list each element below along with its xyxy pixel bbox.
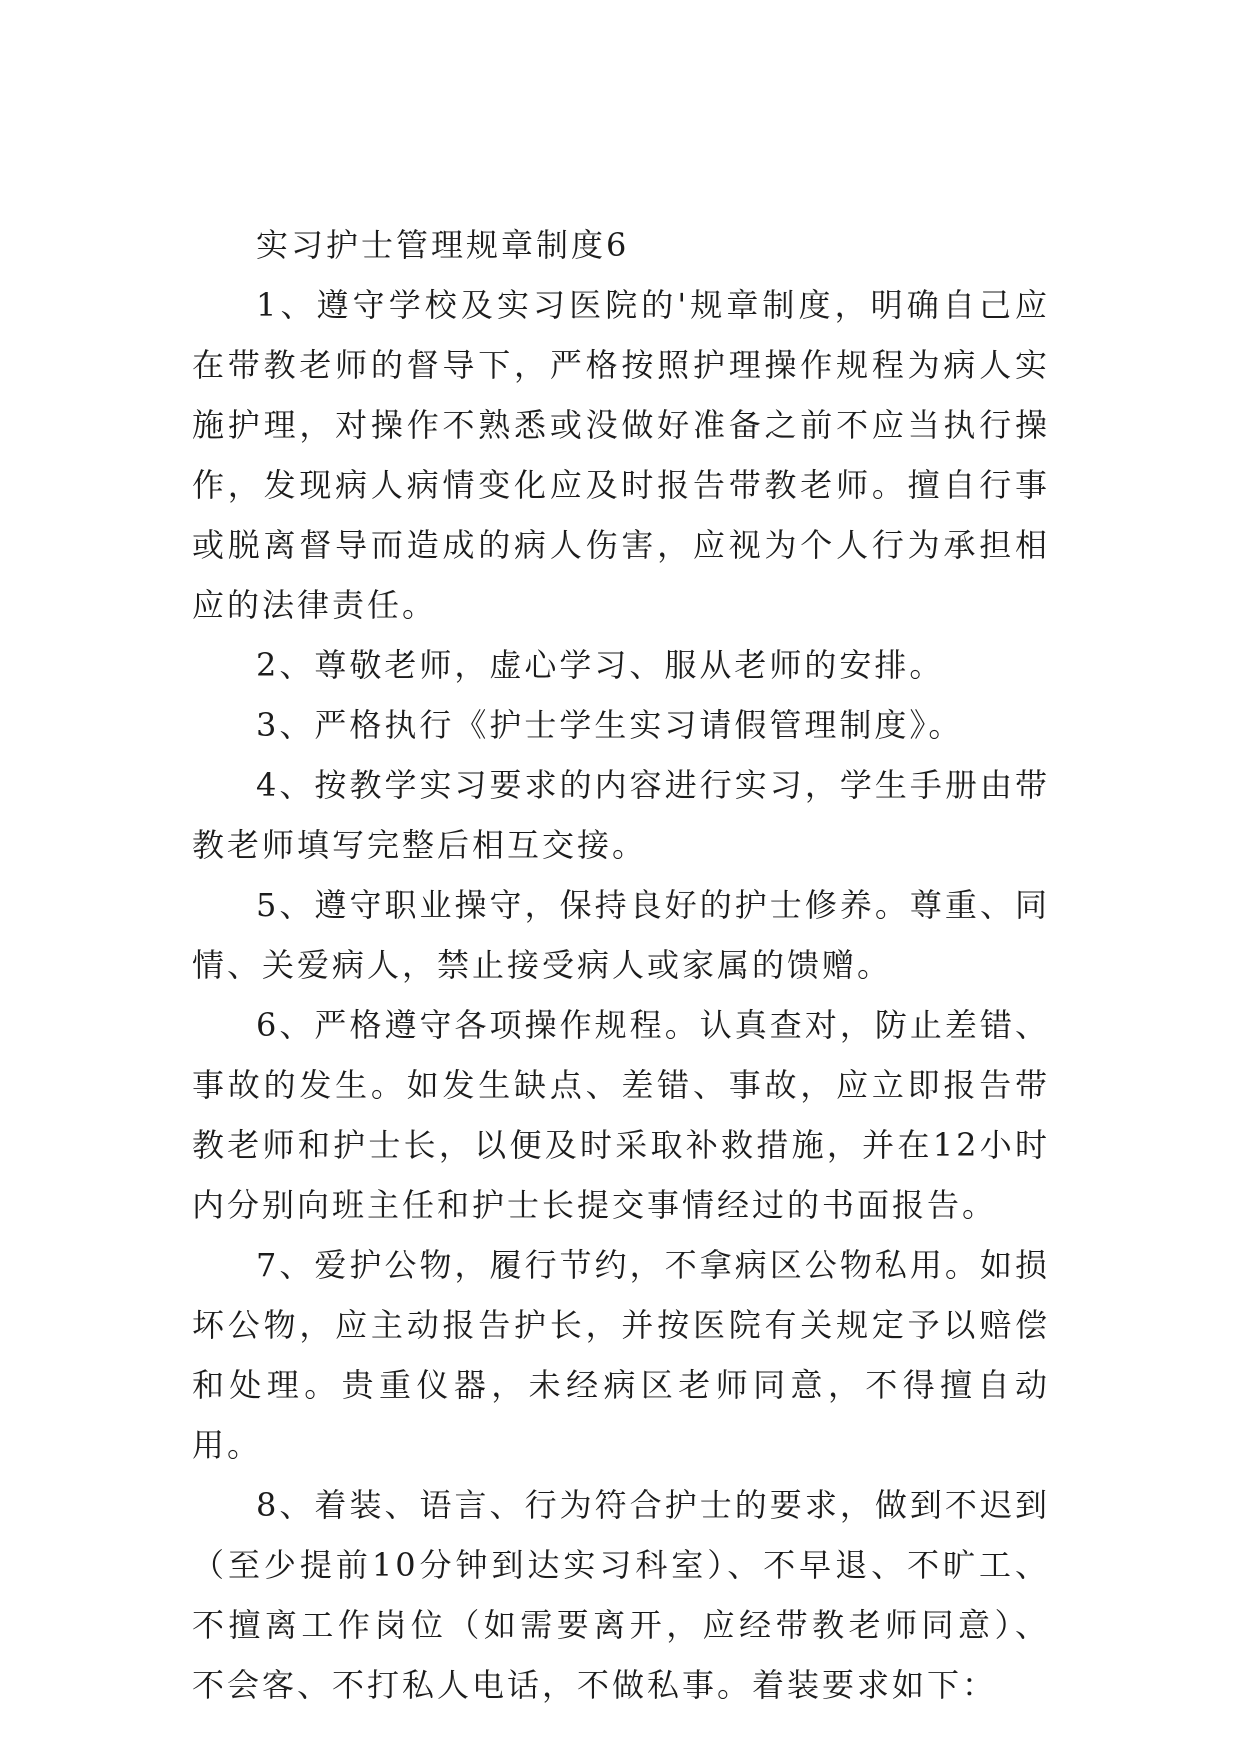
rule-paragraph-8: 8、着装、语言、行为符合护士的要求，做到不迟到（至少提前10分钟到达实习科室）、不早退、不旷工、不擅离工作岗位（如需要离开，应经带教老师同意）、不会客、不打私人电话，不做私事。着装要求如下：	[192, 1486, 1050, 1704]
rule-paragraph-1: 1、遵守学校及实习医院的'规章制度，明确自己应在带教老师的督导下，严格按照护理操作规程为病人实施护理，对操作不熟悉或没做好准备之前不应当执行操作，发现病人病情变化应及时报告带教老师。擅自行事或脱离督导而造成的病人伤害，应视为个人行为承担相应的法律责任。	[192, 286, 1050, 624]
rule-paragraph-4: 4、按教学实习要求的内容进行实习，学生手册由带教老师填写完整后相互交接。	[192, 766, 1050, 864]
rule-paragraph-3: 3、严格执行《护士学生实习请假管理制度》。	[256, 706, 964, 744]
rule-paragraph-5: 5、遵守职业操守，保持良好的护士修养。尊重、同情、关爱病人，禁止接受病人或家属的馈赠。	[192, 886, 1050, 984]
rule-paragraph-2: 2、尊敬老师，虚心学习、服从老师的安排。	[256, 646, 945, 684]
rule-paragraph-6: 6、严格遵守各项操作规程。认真查对，防止差错、事故的发生。如发生缺点、差错、事故，应立即报告带教老师和护士长，以便及时采取补救措施，并在12小时内分别向班主任和护士长提交事情经过的书面报告。	[192, 1006, 1050, 1224]
rule-paragraph-7: 7、爱护公物，履行节约，不拿病区公物私用。如损坏公物，应主动报告护长，并按医院有关规定予以赔偿和处理。贵重仪器，未经病区老师同意，不得擅自动用。	[192, 1246, 1050, 1464]
document-body	[192, 215, 1050, 1715]
document-title: 实习护士管理规章制度6	[256, 226, 630, 264]
